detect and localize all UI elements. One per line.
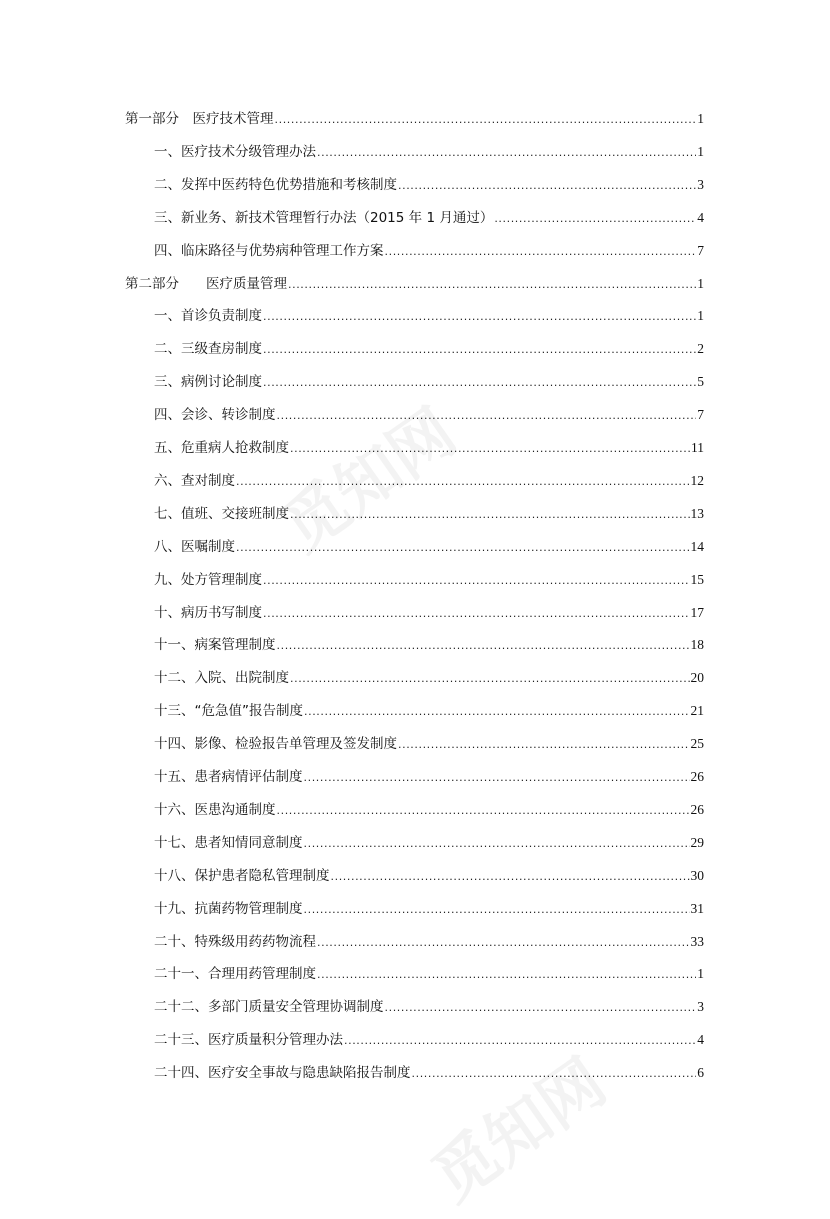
toc-page-number: 11: [691, 440, 704, 455]
toc-entry[interactable]: [154, 701, 704, 721]
toc-page-number: 17: [690, 605, 704, 620]
dot-leader: [304, 900, 690, 920]
toc-entry-title: 十一、病案管理制度: [154, 637, 276, 653]
toc-page-number: 20: [690, 670, 704, 685]
toc-entry-title: 十三、“危急值”报告制度: [154, 703, 303, 719]
toc-entry-title: 二十四、医疗安全事故与隐患缺陷报告制度: [154, 1065, 411, 1081]
toc-entry-title: 三、病例讨论制度: [154, 374, 262, 390]
toc-page-number: 1: [697, 111, 704, 126]
toc-entry-title: 二十三、医疗质量积分管理办法: [154, 1032, 343, 1048]
toc-page-number: 14: [690, 539, 704, 554]
toc-entry[interactable]: [154, 833, 704, 853]
toc-entry-title: 八、医嘱制度: [154, 539, 235, 555]
dot-leader: [304, 834, 690, 854]
toc-entry[interactable]: [154, 570, 704, 590]
dot-leader: [263, 571, 690, 591]
toc-page-number: 3: [697, 999, 704, 1014]
toc-entry[interactable]: [154, 537, 704, 557]
toc-entry-title: 十、病历书写制度: [154, 605, 262, 621]
toc-part-heading[interactable]: [125, 274, 704, 294]
toc-entry[interactable]: [154, 964, 704, 984]
toc-page-number: 2: [697, 341, 704, 356]
toc-page-number: 5: [697, 374, 704, 389]
toc-entry[interactable]: [154, 635, 704, 655]
watermark-text: 觅知网: [419, 1045, 620, 1217]
toc-page-number: 1: [697, 144, 704, 159]
toc-entry[interactable]: [154, 1063, 704, 1083]
toc-page-number: 12: [690, 473, 704, 488]
toc-entry-title: 二十一、合理用药管理制度: [154, 966, 316, 982]
toc-page-number: 15: [690, 572, 704, 587]
toc-entry[interactable]: [154, 372, 704, 392]
toc-page-number: 25: [690, 736, 704, 751]
dot-leader: [263, 307, 696, 327]
toc-entry-title: 十九、抗菌药物管理制度: [154, 901, 303, 917]
toc-entry[interactable]: [154, 438, 704, 458]
toc-page-number: 1: [697, 308, 704, 323]
dot-leader: [290, 439, 690, 459]
toc-page-number: 30: [690, 868, 704, 883]
dot-leader: [263, 340, 696, 360]
dot-leader: [344, 1031, 696, 1051]
dot-leader: [277, 406, 697, 426]
toc-entry[interactable]: [154, 405, 704, 425]
dot-leader: [494, 209, 696, 229]
toc-page-number: 4: [697, 210, 704, 225]
dot-leader: [263, 604, 690, 624]
toc-entry-title: 七、值班、交接班制度: [154, 506, 289, 522]
dot-leader: [275, 110, 697, 130]
toc-entry[interactable]: [154, 668, 704, 688]
toc-page-number: 1: [697, 276, 704, 291]
toc-page-number: 18: [690, 637, 704, 652]
dot-leader: [290, 669, 690, 689]
toc-page-number: 21: [690, 703, 704, 718]
dot-leader: [398, 735, 690, 755]
toc-entry[interactable]: [154, 734, 704, 754]
toc-entry[interactable]: [154, 504, 704, 524]
toc-entry[interactable]: [154, 306, 704, 326]
toc-page-number: 33: [690, 934, 704, 949]
toc-page-number: 13: [690, 506, 704, 521]
toc-entry-title: 十八、保护患者隐私管理制度: [154, 868, 330, 884]
toc-entry-title: 九、处方管理制度: [154, 572, 262, 588]
toc-entry-title: 四、会诊、转诊制度: [154, 407, 276, 423]
toc-entry[interactable]: [154, 932, 704, 952]
dot-leader: [331, 867, 690, 887]
dot-leader: [277, 636, 690, 656]
toc-entry[interactable]: [154, 866, 704, 886]
toc-entry[interactable]: [154, 142, 704, 162]
toc-entry[interactable]: [154, 339, 704, 359]
toc-entry-title: 十二、入院、出院制度: [154, 670, 289, 686]
toc-entry[interactable]: [154, 241, 704, 261]
dot-leader: [290, 505, 690, 525]
toc-page-number: 29: [690, 835, 704, 850]
dot-leader: [304, 768, 690, 788]
toc-entry-title: 三、新业务、新技术管理暂行办法（2015 年 1 月通过）: [154, 210, 494, 226]
toc-entry-title: 第一部分 医疗技术管理: [125, 111, 274, 127]
dot-leader: [277, 801, 690, 821]
toc-entry-title: 十七、患者知情同意制度: [154, 835, 303, 851]
dot-leader: [412, 1064, 697, 1084]
toc-page-number: 1: [697, 966, 704, 981]
toc-entry-title: 一、首诊负责制度: [154, 308, 262, 324]
dot-leader: [317, 933, 690, 953]
dot-leader: [317, 965, 696, 985]
dot-leader: [317, 143, 696, 163]
dot-leader: [385, 242, 697, 262]
toc-entry[interactable]: [154, 767, 704, 787]
toc-entry-title: 二、发挥中医药特色优势措施和考核制度: [154, 177, 397, 193]
toc-entry-title: 十六、医患沟通制度: [154, 802, 276, 818]
toc-entry[interactable]: [154, 1030, 704, 1050]
toc-entry-title: 四、临床路径与优势病种管理工作方案: [154, 243, 384, 259]
toc-entry[interactable]: [154, 175, 704, 195]
toc-page-number: 31: [690, 901, 704, 916]
watermark-text: 觅知网: [269, 395, 470, 567]
toc-entry-title: 二十、特殊级用药药物流程: [154, 934, 316, 950]
toc-entry[interactable]: [154, 800, 704, 820]
dot-leader: [398, 176, 696, 196]
toc-entry[interactable]: [154, 471, 704, 491]
toc-entry-title: 二、三级查房制度: [154, 341, 262, 357]
toc-entry-title: 十五、患者病情评估制度: [154, 769, 303, 785]
toc-entry[interactable]: [154, 603, 704, 623]
toc-entry-title: 第二部分 医疗质量管理: [125, 276, 287, 292]
dot-leader: [236, 538, 690, 558]
toc-part-heading[interactable]: [125, 109, 704, 129]
toc-entry-title: 二十二、多部门质量安全管理协调制度: [154, 999, 384, 1015]
toc-entry[interactable]: [154, 899, 704, 919]
dot-leader: [236, 472, 690, 492]
toc-page-number: 26: [690, 769, 704, 784]
toc-page-number: 26: [690, 802, 704, 817]
dot-leader: [304, 702, 690, 722]
dot-leader: [385, 998, 697, 1018]
toc-entry-title: 五、危重病人抢救制度: [154, 440, 289, 456]
dot-leader: [263, 373, 696, 393]
toc-entry-title: 一、医疗技术分级管理办法: [154, 144, 316, 160]
dot-leader: [288, 275, 696, 295]
toc-entry-title: 六、查对制度: [154, 473, 235, 489]
toc-page-number: 6: [697, 1065, 704, 1080]
toc-page-number: 7: [697, 407, 704, 422]
toc-entry[interactable]: [154, 208, 704, 228]
toc-page-number: 4: [697, 1032, 704, 1047]
toc-entry[interactable]: [154, 997, 704, 1017]
toc-page-number: 3: [697, 177, 704, 192]
toc-page-number: 7: [697, 243, 704, 258]
toc-entry-title: 十四、影像、检验报告单管理及签发制度: [154, 736, 397, 752]
